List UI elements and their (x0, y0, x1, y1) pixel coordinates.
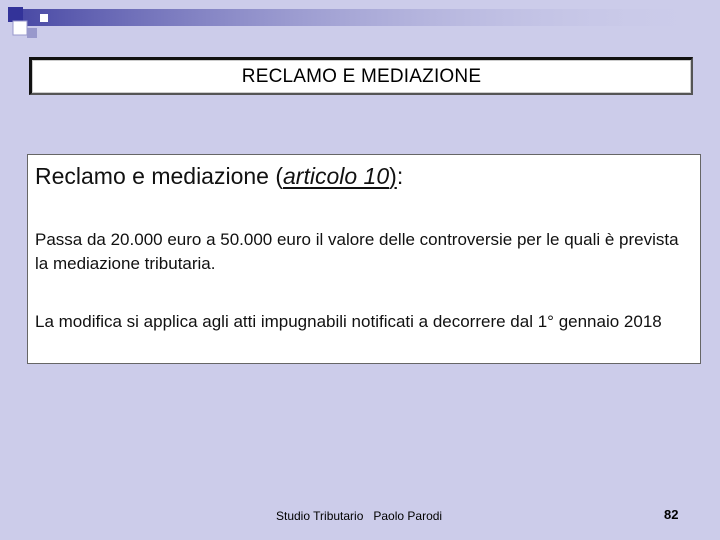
decoration-square-dark (8, 7, 23, 22)
slide-title-box (29, 57, 693, 95)
slide-title: RECLAMO E MEDIAZIONE (241, 65, 482, 87)
footer-text: Studio Tributario Paolo Parodi (276, 509, 443, 523)
decoration-square-small (40, 14, 48, 22)
article-reference: articolo 10) (283, 163, 397, 189)
decoration-square-outline (13, 21, 27, 35)
decoration-square-light (27, 28, 37, 38)
paragraph-effective-date: La modifica si applica agli atti impugnabili notificati a decorrere dal 1° gennaio 2018 (35, 312, 662, 331)
heading-text: Reclamo e mediazione ( (35, 163, 284, 189)
article-reference-text: articolo 10 (283, 163, 390, 189)
heading-colon: : (396, 163, 404, 189)
content-heading (35, 163, 403, 190)
top-gradient-band (22, 9, 720, 26)
content-box (27, 154, 701, 364)
corner-decoration (0, 0, 720, 50)
page-number: 82 (664, 507, 679, 522)
paragraph-threshold: Passa da 20.000 euro a 50.000 euro il valore delle controversie per le quali è prevista la mediazione tributaria. (35, 230, 679, 273)
